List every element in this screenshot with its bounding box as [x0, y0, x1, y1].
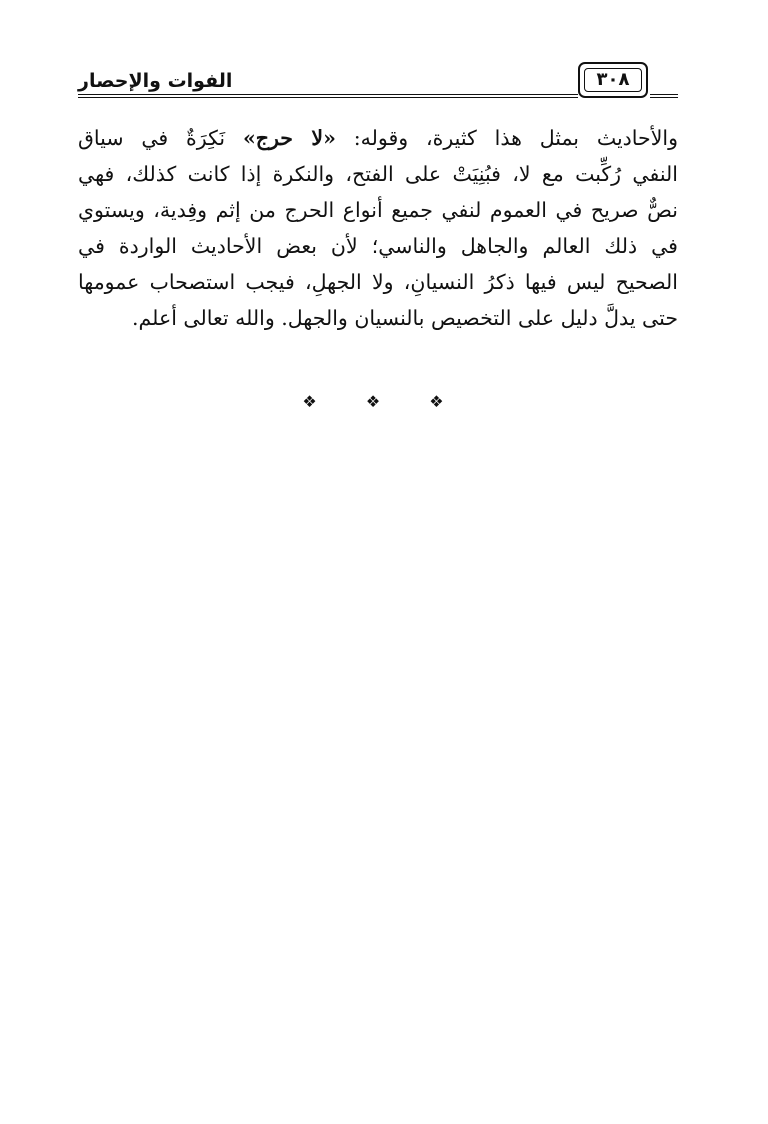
text-run: والأحاديث بمثل هذا كثيرة، وقوله:: [335, 126, 678, 150]
text-line: [78, 120, 678, 156]
text-run: حتى يدلَّ دليل على التخصيص بالنسيان والجهل. والله تعالى أعلم.: [132, 306, 678, 330]
running-header: [78, 62, 678, 102]
header-rule: [78, 94, 578, 95]
chapter-title: الفوات والإحصار: [78, 70, 233, 92]
page-number: ٣٠٨: [584, 68, 642, 92]
text-run: في ذلك العالم والجاهل والناسي؛ لأن بعض الأحاديث الواردة في: [78, 234, 678, 258]
text-line: [78, 156, 678, 192]
text-run: نَكِرَةٌ في سياق: [78, 126, 243, 150]
text-line: [78, 300, 678, 336]
text-run: الصحيح ليس فيها ذكرُ النسيانِ، ولا الجهلِ، فيجب استصحاب عمومها: [78, 270, 678, 294]
page-number-frame: [578, 62, 648, 98]
quoted-phrase: «لا حرج»: [242, 126, 336, 150]
text-line: [78, 192, 678, 228]
header-rule-right: [650, 94, 678, 95]
text-run: النفي رُكِّبت مع لا، فبُنِيَتْ على الفتح، والنكرة إذا كانت كذلك، فهي: [78, 162, 678, 186]
section-end-ornament: ❖ ❖ ❖: [302, 392, 466, 411]
text-line: [78, 264, 678, 300]
body-paragraph: [78, 120, 678, 336]
header-rule-right: [650, 97, 678, 98]
text-run: نصٌّ صريح في العموم لنفي جميع أنواع الحرج من إثم وفِدية، ويستوي: [78, 198, 678, 222]
header-rule: [78, 97, 578, 98]
text-line: [78, 228, 678, 264]
